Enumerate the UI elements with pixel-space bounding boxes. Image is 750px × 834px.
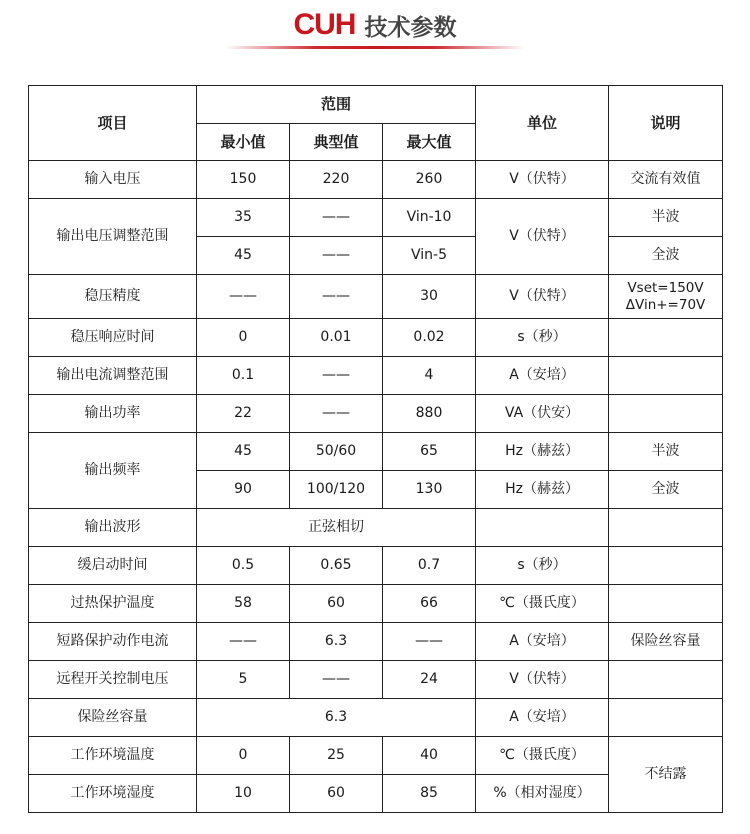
- cell-remark: [609, 357, 723, 395]
- cell-min: 0: [197, 737, 290, 775]
- cell-max: 65: [383, 433, 476, 471]
- cell-max: 40: [383, 737, 476, 775]
- cell-remark: 交流有效值: [609, 161, 723, 199]
- cell-min: 5: [197, 661, 290, 699]
- cell-typ: ——: [290, 661, 383, 699]
- title-underline: [225, 46, 525, 49]
- cell-typ: ——: [290, 199, 383, 237]
- cell-max: 30: [383, 275, 476, 319]
- table-row: [29, 395, 723, 433]
- cell-unit: A（安培）: [476, 623, 609, 661]
- cell-unit: Hz（赫兹）: [476, 471, 609, 509]
- cell-min: ——: [197, 275, 290, 319]
- cell-max: 880: [383, 395, 476, 433]
- header-unit: 单位: [476, 86, 609, 161]
- cell-typ: 50/60: [290, 433, 383, 471]
- table-row: [29, 737, 723, 775]
- cell-max: 85: [383, 775, 476, 813]
- table-row: [29, 319, 723, 357]
- cell-max: 0.7: [383, 547, 476, 585]
- cell-range-merged: 6.3: [197, 699, 476, 737]
- cell-remark: [609, 699, 723, 737]
- cell-typ: 0.01: [290, 319, 383, 357]
- brand-logo: CUH: [293, 8, 356, 41]
- cell-min: 35: [197, 199, 290, 237]
- row-label: 输出电流调整范围: [29, 357, 197, 395]
- cell-unit: ℃（摄氏度）: [476, 585, 609, 623]
- cell-unit: [476, 509, 609, 547]
- cell-typ: ——: [290, 275, 383, 319]
- title-text: 技术参数: [364, 14, 457, 41]
- cell-min: 10: [197, 775, 290, 813]
- cell-typ: 0.65: [290, 547, 383, 585]
- row-label: 输出电压调整范围: [29, 199, 197, 275]
- cell-typ: 6.3: [290, 623, 383, 661]
- table-row: [29, 357, 723, 395]
- cell-typ: 25: [290, 737, 383, 775]
- cell-unit: V（伏特）: [476, 161, 609, 199]
- cell-remark: [609, 585, 723, 623]
- row-label: 保险丝容量: [29, 699, 197, 737]
- row-label: 输出频率: [29, 433, 197, 509]
- cell-min: 58: [197, 585, 290, 623]
- cell-remark: 全波: [609, 237, 723, 275]
- cell-unit: ℃（摄氏度）: [476, 737, 609, 775]
- table-row: [29, 585, 723, 623]
- cell-max: 4: [383, 357, 476, 395]
- cell-remark: 半波: [609, 199, 723, 237]
- row-label: 工作环境湿度: [29, 775, 197, 813]
- cell-remark: [609, 661, 723, 699]
- cell-min: 0: [197, 319, 290, 357]
- cell-typ: ——: [290, 395, 383, 433]
- header-range: 范围: [197, 86, 476, 124]
- cell-unit: A（安培）: [476, 357, 609, 395]
- table-header-row: [29, 86, 723, 124]
- cell-min: 150: [197, 161, 290, 199]
- cell-max: 24: [383, 661, 476, 699]
- table-row: [29, 433, 723, 471]
- cell-max: Vin-5: [383, 237, 476, 275]
- cell-remark: 保险丝容量: [609, 623, 723, 661]
- row-label: 工作环境温度: [29, 737, 197, 775]
- cell-remark: 不结露: [609, 737, 723, 813]
- cell-remark: [609, 547, 723, 585]
- remark-line: Vset=150V: [627, 279, 704, 296]
- table-row: [29, 547, 723, 585]
- cell-max: 260: [383, 161, 476, 199]
- row-label: 稳压精度: [29, 275, 197, 319]
- cell-min: ——: [197, 623, 290, 661]
- cell-unit: Hz（赫兹）: [476, 433, 609, 471]
- header-max: 最大值: [383, 124, 476, 161]
- cell-remark: [609, 395, 723, 433]
- header-item: 项目: [29, 86, 197, 161]
- cell-remark: 全波: [609, 471, 723, 509]
- cell-unit: s（秒）: [476, 319, 609, 357]
- page-title: [0, 8, 750, 42]
- row-label: 稳压响应时间: [29, 319, 197, 357]
- header-typ: 典型值: [290, 124, 383, 161]
- cell-typ: ——: [290, 237, 383, 275]
- cell-unit: A（安培）: [476, 699, 609, 737]
- table-row: [29, 199, 723, 237]
- cell-remark: [609, 509, 723, 547]
- cell-max: 130: [383, 471, 476, 509]
- table-row: [29, 161, 723, 199]
- cell-typ: 220: [290, 161, 383, 199]
- cell-typ: 100/120: [290, 471, 383, 509]
- row-label: 远程开关控制电压: [29, 661, 197, 699]
- row-label: 输入电压: [29, 161, 197, 199]
- table-row: [29, 623, 723, 661]
- cell-min: 90: [197, 471, 290, 509]
- row-label: 短路保护动作电流: [29, 623, 197, 661]
- table-row: [29, 661, 723, 699]
- cell-remark: [609, 319, 723, 357]
- header-remark: 说明: [609, 86, 723, 161]
- cell-typ: 60: [290, 775, 383, 813]
- cell-remark: 半波: [609, 433, 723, 471]
- header-min: 最小值: [197, 124, 290, 161]
- page-header: [0, 0, 750, 66]
- cell-typ: 60: [290, 585, 383, 623]
- cell-min: 22: [197, 395, 290, 433]
- cell-max: Vin-10: [383, 199, 476, 237]
- spec-table: [28, 85, 723, 813]
- cell-min: 45: [197, 433, 290, 471]
- cell-unit: s（秒）: [476, 547, 609, 585]
- cell-remark: [609, 275, 723, 319]
- cell-unit: V（伏特）: [476, 199, 609, 275]
- cell-max: 66: [383, 585, 476, 623]
- cell-min: 0.5: [197, 547, 290, 585]
- cell-min: 0.1: [197, 357, 290, 395]
- cell-unit: V（伏特）: [476, 275, 609, 319]
- cell-unit: VA（伏安）: [476, 395, 609, 433]
- row-label: 输出功率: [29, 395, 197, 433]
- table-row: [29, 275, 723, 319]
- row-label: 缓启动时间: [29, 547, 197, 585]
- cell-range-merged: 正弦相切: [197, 509, 476, 547]
- cell-typ: ——: [290, 357, 383, 395]
- cell-unit: %（相对湿度）: [476, 775, 609, 813]
- remark-line: ΔVin+=70V: [625, 296, 706, 313]
- row-label: 过热保护温度: [29, 585, 197, 623]
- cell-unit: V（伏特）: [476, 661, 609, 699]
- table-row: [29, 509, 723, 547]
- row-label: 输出波形: [29, 509, 197, 547]
- cell-max: ——: [383, 623, 476, 661]
- cell-min: 45: [197, 237, 290, 275]
- cell-max: 0.02: [383, 319, 476, 357]
- table-row: [29, 699, 723, 737]
